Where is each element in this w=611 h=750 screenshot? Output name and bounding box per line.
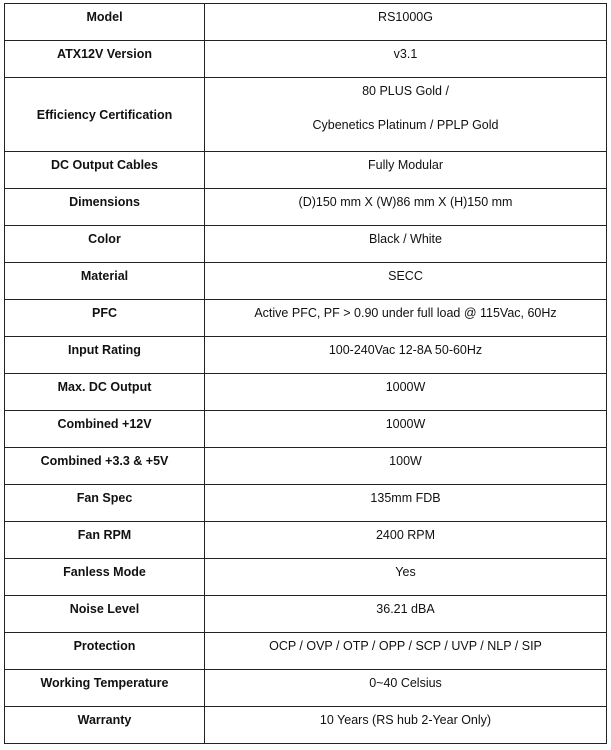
spec-value: RS1000G bbox=[205, 4, 607, 41]
table-row bbox=[5, 633, 607, 670]
table-row bbox=[5, 596, 607, 633]
spec-value: 100W bbox=[205, 448, 607, 485]
spec-label: Fanless Mode bbox=[5, 559, 205, 596]
spec-label: ATX12V Version bbox=[5, 41, 205, 78]
table-row bbox=[5, 559, 607, 596]
table-row bbox=[5, 374, 607, 411]
spec-value-line1: 80 PLUS Gold / bbox=[362, 84, 449, 98]
table-row bbox=[5, 522, 607, 559]
spec-value: Black / White bbox=[205, 226, 607, 263]
spec-label: Combined +12V bbox=[5, 411, 205, 448]
spec-value: v3.1 bbox=[205, 41, 607, 78]
spec-value: SECC bbox=[205, 263, 607, 300]
spec-label: Input Rating bbox=[5, 337, 205, 374]
table-row bbox=[5, 337, 607, 374]
spec-value: Active PFC, PF > 0.90 under full load @ 115Vac, 60Hz bbox=[205, 300, 607, 337]
table-row bbox=[5, 263, 607, 300]
table-row bbox=[5, 448, 607, 485]
spec-value: 10 Years (RS hub 2-Year Only) bbox=[205, 707, 607, 744]
spec-label: Color bbox=[5, 226, 205, 263]
table-row bbox=[5, 4, 607, 41]
spec-label: Protection bbox=[5, 633, 205, 670]
table-row bbox=[5, 41, 607, 78]
spec-label: Warranty bbox=[5, 707, 205, 744]
spec-value: 135mm FDB bbox=[205, 485, 607, 522]
spec-value bbox=[205, 78, 607, 152]
spec-label: Efficiency Certification bbox=[5, 78, 205, 152]
spec-value: (D)150 mm X (W)86 mm X (H)150 mm bbox=[205, 189, 607, 226]
spec-label: Dimensions bbox=[5, 189, 205, 226]
table-row bbox=[5, 152, 607, 189]
spec-label: Working Temperature bbox=[5, 670, 205, 707]
table-row bbox=[5, 78, 607, 152]
spec-label: Fan RPM bbox=[5, 522, 205, 559]
spec-label: Material bbox=[5, 263, 205, 300]
spec-value: OCP / OVP / OTP / OPP / SCP / UVP / NLP / SIP bbox=[205, 633, 607, 670]
table-row bbox=[5, 485, 607, 522]
spec-label: Max. DC Output bbox=[5, 374, 205, 411]
table-row bbox=[5, 189, 607, 226]
spec-label: Combined +3.3 & +5V bbox=[5, 448, 205, 485]
table-row bbox=[5, 411, 607, 448]
table-row bbox=[5, 300, 607, 337]
spec-value: Fully Modular bbox=[205, 152, 607, 189]
spec-value: 0~40 Celsius bbox=[205, 670, 607, 707]
spec-label: PFC bbox=[5, 300, 205, 337]
spec-value: Yes bbox=[205, 559, 607, 596]
spec-value: 2400 RPM bbox=[205, 522, 607, 559]
spec-value: 1000W bbox=[205, 374, 607, 411]
table-row bbox=[5, 226, 607, 263]
spec-value: 1000W bbox=[205, 411, 607, 448]
spec-value: 100-240Vac 12-8A 50-60Hz bbox=[205, 337, 607, 374]
table-row bbox=[5, 670, 607, 707]
table-row bbox=[5, 707, 607, 744]
spec-table bbox=[4, 3, 607, 744]
spec-label: DC Output Cables bbox=[5, 152, 205, 189]
spec-label: Noise Level bbox=[5, 596, 205, 633]
spec-label: Fan Spec bbox=[5, 485, 205, 522]
spec-label: Model bbox=[5, 4, 205, 41]
spec-value-line2: Cybenetics Platinum / PPLP Gold bbox=[312, 118, 499, 132]
spec-value: 36.21 dBA bbox=[205, 596, 607, 633]
